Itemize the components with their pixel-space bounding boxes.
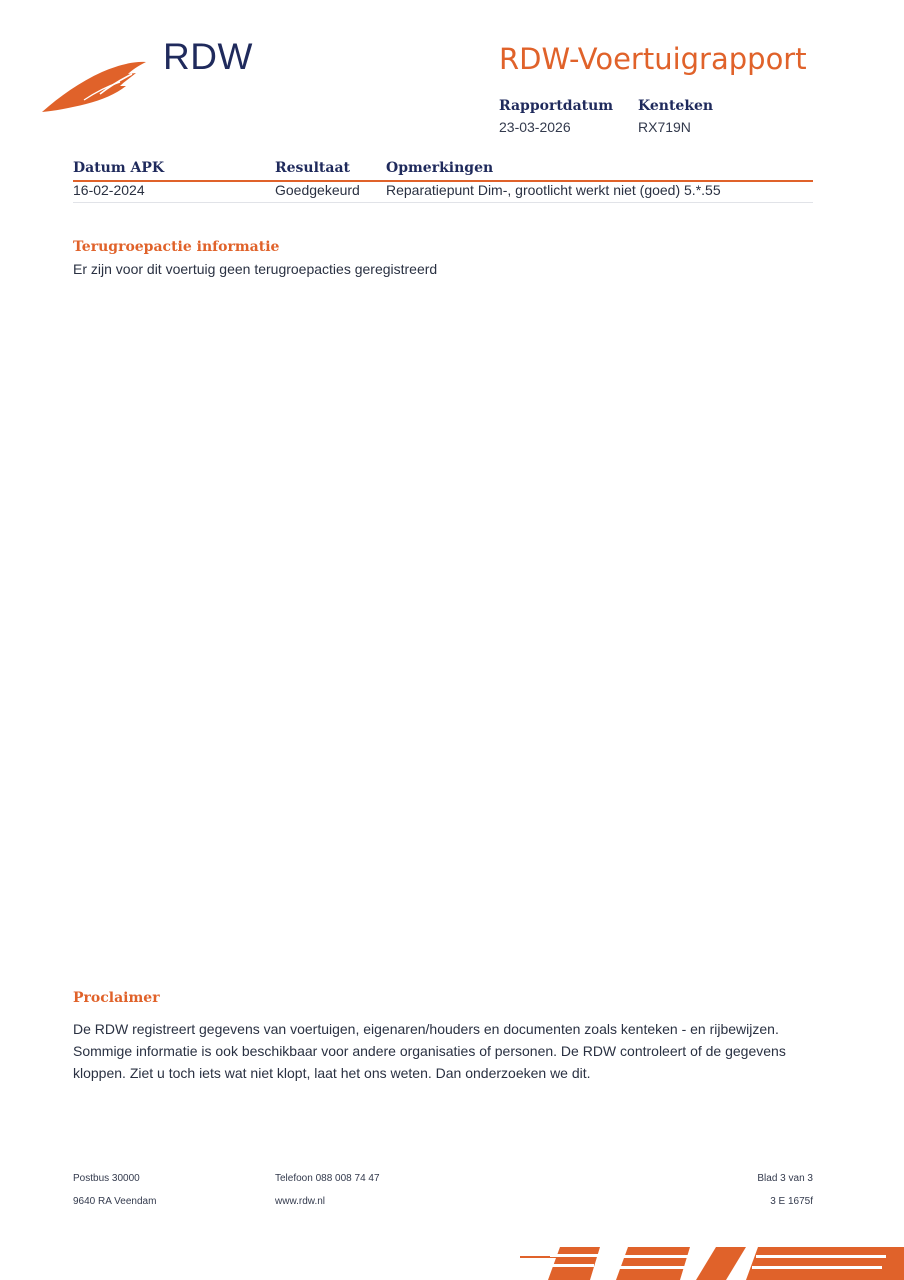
rdw-logo-icon (40, 56, 150, 114)
proclaimer-line: De RDW registreert gegevens van voertuigen, eigenaren/houders en documenten zoals kenteken - en rijbewijzen. (73, 1021, 779, 1037)
license-plate-value: RX719N (638, 119, 691, 135)
report-title: RDW-Voertuigrapport (499, 42, 807, 76)
logo-text: RDW (163, 36, 253, 77)
footer-document-code: 3 E 1675f (770, 1196, 813, 1207)
footer-page-number: Blad 3 van 3 (757, 1173, 813, 1184)
footer-telefoon: Telefoon 088 008 74 47 (275, 1173, 380, 1184)
report-date-label: Rapportdatum (499, 98, 614, 114)
license-plate-label: Kenteken (638, 98, 714, 114)
footer-postbus: Postbus 30000 (73, 1173, 140, 1184)
proclaimer-line: kloppen. Ziet u toch iets wat niet klopt, laat het ons weten. Dan onderzoeken we dit. (73, 1065, 591, 1081)
recall-title: Terugroepactie informatie (73, 239, 280, 255)
proclaimer-text (73, 1018, 833, 1084)
proclaimer-line: Sommige informatie is ook beschikbaar voor andere organisaties of personen. De RDW controleert of de gegevens (73, 1043, 786, 1059)
cell-opmerkingen: Reparatiepunt Dim-, grootlicht werkt niet (goed) 5.*.55 (386, 182, 721, 198)
column-header-datum: Datum APK (73, 160, 165, 176)
cell-resultaat: Goedgekeurd (275, 182, 360, 198)
decorative-stripes-icon (520, 1244, 904, 1280)
table-row-divider (73, 202, 813, 203)
report-date-value: 23-03-2026 (499, 119, 571, 135)
proclaimer-title: Proclaimer (73, 990, 160, 1006)
footer-city: 9640 RA Veendam (73, 1196, 157, 1207)
column-header-opmerkingen: Opmerkingen (386, 160, 494, 176)
column-header-resultaat: Resultaat (275, 160, 350, 176)
recall-text: Er zijn voor dit voertuig geen terugroepacties geregistreerd (73, 261, 438, 277)
footer-website: www.rdw.nl (275, 1196, 326, 1207)
cell-datum: 16-02-2024 (73, 182, 145, 198)
